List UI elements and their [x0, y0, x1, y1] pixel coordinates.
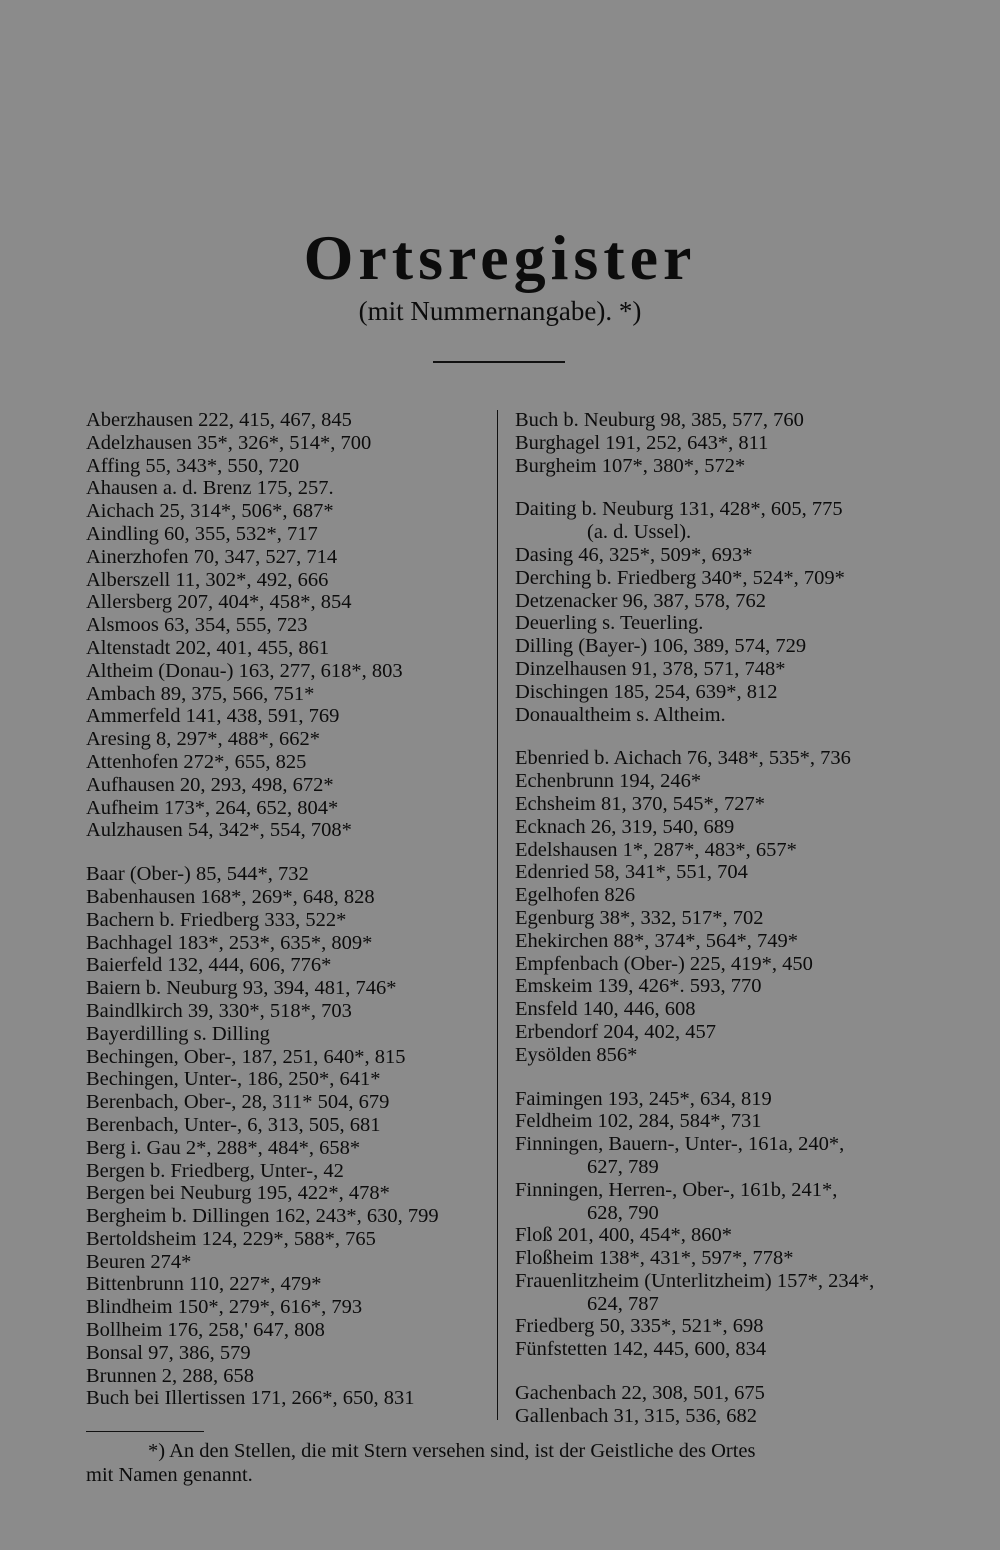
register-entry: Daiting b. Neuburg 131, 428*, 605, 775 [515, 498, 843, 521]
register-entry: Berenbach, Ober-, 28, 311* 504, 679 [86, 1091, 390, 1114]
register-entry: Fünfstetten 142, 445, 600, 834 [515, 1338, 767, 1361]
register-entry: Bechingen, Ober-, 187, 251, 640*, 815 [86, 1045, 406, 1068]
register-entry: Affing 55, 343*, 550, 720 [86, 454, 300, 477]
register-entry: Ehekirchen 88*, 374*, 564*, 749* [515, 929, 798, 952]
register-entry: Aufheim 173*, 264, 652, 804* [86, 796, 339, 819]
register-entry: Alberszell 11, 302*, 492, 666 [86, 568, 329, 591]
register-entry: Detzenacker 96, 387, 578, 762 [515, 589, 767, 612]
register-entry: Altenstadt 202, 401, 455, 861 [86, 636, 330, 659]
register-entry: Echenbrunn 194, 246* [515, 770, 702, 793]
register-entry-continuation: 627, 789 [587, 1155, 659, 1178]
register-entry: Feldheim 102, 284, 584*, 731 [515, 1110, 762, 1133]
register-entry: Allersberg 207, 404*, 458*, 854 [86, 591, 352, 614]
register-entry: Berenbach, Unter-, 6, 313, 505, 681 [86, 1113, 381, 1136]
register-entry: Berg i. Gau 2*, 288*, 484*, 658* [86, 1136, 361, 1159]
register-entry: Attenhofen 272*, 655, 825 [86, 750, 307, 773]
register-entry: Aulzhausen 54, 342*, 554, 708* [86, 819, 352, 842]
register-entry: Bayerdilling s. Dilling [86, 1022, 270, 1045]
register-entry: Bachern b. Friedberg 333, 522* [86, 908, 347, 931]
register-entry: Faimingen 193, 245*, 634, 819 [515, 1087, 772, 1110]
register-entry: Edenried 58, 341*, 551, 704 [515, 861, 748, 884]
register-entry: Friedberg 50, 335*, 521*, 698 [515, 1315, 764, 1338]
register-entry: Ahausen a. d. Brenz 175, 257. [86, 477, 334, 500]
register-entry: Dischingen 185, 254, 639*, 812 [515, 680, 778, 703]
register-entry: Blindheim 150*, 279*, 616*, 793 [86, 1296, 363, 1319]
register-entry: Altheim (Donau-) 163, 277, 618*, 803 [86, 659, 403, 682]
register-entry: Finningen, Bauern-, Unter-, 161a, 240*, [515, 1133, 845, 1156]
register-entry: Ecknach 26, 319, 540, 689 [515, 815, 735, 838]
register-column-left [86, 409, 490, 1410]
register-entry: Bittenbrunn 110, 227*, 479* [86, 1273, 322, 1296]
register-entry-continuation: 628, 790 [587, 1201, 659, 1224]
register-entry: Aindling 60, 355, 532*, 717 [86, 522, 318, 545]
register-entry: Bergen b. Friedberg, Unter-, 42 [86, 1159, 344, 1182]
register-column-right [515, 409, 925, 1428]
register-entry: Aresing 8, 297*, 488*, 662* [86, 728, 321, 751]
register-entry: Ensfeld 140, 446, 608 [515, 998, 696, 1021]
register-entry: Donaualtheim s. Altheim. [515, 703, 726, 726]
register-entry: Bechingen, Unter-, 186, 250*, 641* [86, 1068, 381, 1091]
register-entry: Burgheim 107*, 380*, 572* [515, 454, 746, 477]
register-entry: Adelzhausen 35*, 326*, 514*, 700 [86, 431, 372, 454]
register-entry: Bonsal 97, 386, 579 [86, 1341, 251, 1364]
register-entry: Egelhofen 826 [515, 884, 636, 907]
page-subtitle: (mit Nummernangabe). *) [358, 296, 642, 326]
register-entry: Eysölden 856* [515, 1043, 638, 1066]
register-entry: Egenburg 38*, 332, 517*, 702 [515, 906, 764, 929]
footnote-rule [86, 1431, 204, 1432]
register-entry: Ambach 89, 375, 566, 751* [86, 682, 315, 705]
register-entry: Alsmoos 63, 354, 555, 723 [86, 614, 308, 637]
register-entry: Deuerling s. Teuerling. [515, 612, 704, 635]
register-entry: Burghagel 191, 252, 643*, 811 [515, 431, 769, 454]
register-entry: Baierfeld 132, 444, 606, 776* [86, 954, 332, 977]
register-entry: Empfenbach (Ober-) 225, 419*, 450 [515, 952, 813, 975]
footnote-line: mit Namen genannt. [86, 1464, 253, 1486]
register-entry: Aberzhausen 222, 415, 467, 845 [86, 409, 352, 431]
register-entry: Dasing 46, 325*, 509*, 693* [515, 543, 753, 566]
register-entry: Frauenlitzheim (Unterlitzheim) 157*, 234*, [515, 1269, 875, 1292]
register-entry: Babenhausen 168*, 269*, 648, 828 [86, 885, 375, 908]
column-divider [497, 410, 498, 1420]
register-entry: Edelshausen 1*, 287*, 483*, 657* [515, 838, 797, 861]
register-entry: Ammerfeld 141, 438, 591, 769 [86, 705, 340, 728]
register-entry: Bollheim 176, 258,' 647, 808 [86, 1319, 325, 1342]
register-entry: Ebenried b. Aichach 76, 348*, 535*, 736 [515, 747, 851, 770]
register-entry: Bachhagel 183*, 253*, 635*, 809* [86, 931, 373, 954]
register-entry: Bergen bei Neuburg 195, 422*, 478* [86, 1182, 390, 1205]
register-entry-continuation: (a. d. Ussel). [587, 521, 692, 544]
register-entry: Erbendorf 204, 402, 457 [515, 1020, 716, 1043]
register-entry: Gachenbach 22, 308, 501, 675 [515, 1382, 765, 1405]
register-entry-continuation: 624, 787 [587, 1292, 659, 1315]
register-entry: Buch b. Neuburg 98, 385, 577, 760 [515, 409, 804, 431]
register-entry: Dinzelhausen 91, 378, 571, 748* [515, 657, 786, 680]
register-entry: Bergheim b. Dillingen 162, 243*, 630, 799 [86, 1205, 439, 1228]
register-entry: Buch bei Illertissen 171, 266*, 650, 831 [86, 1387, 415, 1410]
register-entry: Baindlkirch 39, 330*, 518*, 703 [86, 999, 352, 1022]
register-entry: Derching b. Friedberg 340*, 524*, 709* [515, 566, 845, 589]
register-entry: Gallenbach 31, 315, 536, 682 [515, 1404, 757, 1427]
register-entry: Floß 201, 400, 454*, 860* [515, 1224, 732, 1247]
register-entry: Floßheim 138*, 431*, 597*, 778* [515, 1247, 794, 1270]
title-rule [433, 361, 565, 363]
register-entry: Aichach 25, 314*, 506*, 687* [86, 500, 334, 523]
register-entry: Echsheim 81, 370, 545*, 727* [515, 792, 765, 815]
register-entry: Baar (Ober-) 85, 544*, 732 [86, 863, 309, 886]
register-entry: Dilling (Bayer-) 106, 389, 574, 729 [515, 635, 807, 658]
register-entry: Ainerzhofen 70, 347, 527, 714 [86, 545, 338, 568]
footnote [86, 1439, 916, 1487]
register-entry: Brunnen 2, 288, 658 [86, 1364, 254, 1387]
page-title: Ortsregister [303, 222, 697, 293]
register-entry: Baiern b. Neuburg 93, 394, 481, 746* [86, 977, 397, 1000]
register-entry: Beuren 274* [86, 1250, 192, 1273]
register-entry: Finningen, Herren-, Ober-, 161b, 241*, [515, 1178, 838, 1201]
register-entry: Aufhausen 20, 293, 498, 672* [86, 773, 334, 796]
footnote-line: *) An den Stellen, die mit Stern versehen sind, ist der Geistliche des Ortes [148, 1440, 756, 1462]
register-entry: Emskeim 139, 426*. 593, 770 [515, 975, 762, 998]
register-entry: Bertoldsheim 124, 229*, 588*, 765 [86, 1227, 376, 1250]
